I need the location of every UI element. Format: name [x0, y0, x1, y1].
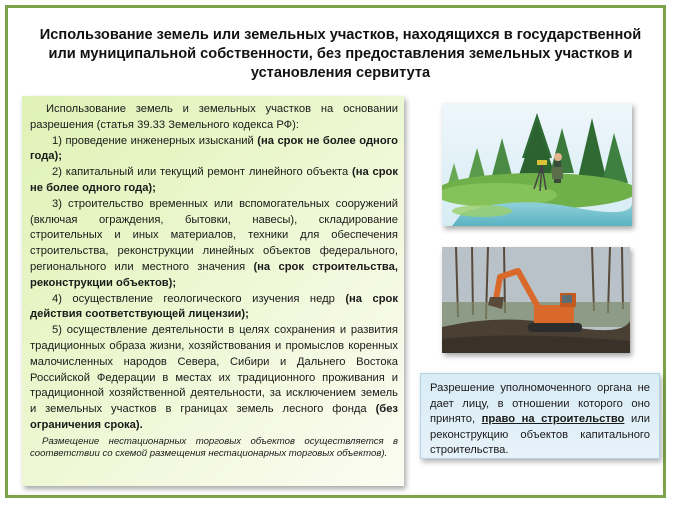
- disclaimer-text-before: Разрешение уполномоченного органа не дает лицу, в отношении которого оно принято,: [430, 382, 650, 426]
- disclaimer-text-after: или реконструкцию объектов капитального строительства.: [430, 413, 650, 457]
- permission-disclaimer-box: [420, 373, 660, 459]
- permission-item-2: 2) капитальный или текущий ремонт линейного объекта (на срок не более одного года);: [30, 166, 398, 194]
- slide: [5, 5, 666, 498]
- slide-title: Использование земель или земельных участков, находящихся в государственной или муниципальной собственности, без предоставления земельных участков и установления сервитута: [39, 27, 642, 81]
- permission-list-box: [22, 96, 404, 486]
- excavator-photo: [442, 247, 630, 353]
- surveyor-in-forest-photo: [442, 103, 632, 226]
- permission-intro: Использование земель и земельных участков на основании разрешения (статья 39.33 Земельного кодекса РФ):: [30, 103, 398, 131]
- permission-item-5: 5) осуществление деятельности в целях сохранения и развития традиционных образа жизни, хозяйствования и промыслов коренных малочисленных народов Севера, Сибири и Дальнего Востока Российской Федерации в местах их традиционного проживания и традиционной хозяйственной деятельности, за исключением земель и земельных участков в границах земель лесного фонда (без ограничения срока).: [30, 324, 398, 431]
- permission-item-1: 1) проведение инженерных изысканий (на срок не более одного года);: [30, 134, 398, 163]
- permission-item-4: 4) осуществление геологического изучения недр (на срок действия соответствующей лицензии);: [30, 292, 398, 321]
- permission-item-3: 3) строительство временных или вспомогательных сооружений (включая ограждения, бытовки, навесы), складирование строительных и иных материалов, техники для обеспечения строительства, реконструкции линейных объектов федерального, регионального или местного значения (на срок строительства, реконструкции объектов);: [30, 197, 398, 289]
- disclaimer-emphasis: право на строительство: [481, 413, 625, 426]
- kiosk-note: Размещение нестационарных торговых объектов осуществляется в соответствии со схемой размещения нестационарных торговых объектов).: [30, 435, 398, 460]
